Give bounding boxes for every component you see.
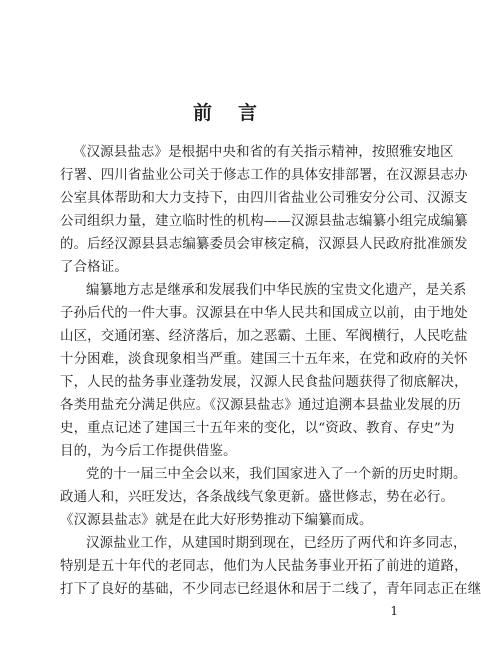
text-line: 下，人民的盐务事业蓬勃发展，汉源人民食盐问题获得了彻底解决， (60, 375, 468, 390)
text-line: 目的，为今后工作提供借鉴。 (60, 444, 237, 459)
text-line: 打下了良好的基础，不少同志已经退休和居于二线了，青年同志正在继 (60, 582, 481, 597)
text-line: 政通人和，兴旺发达，各条战线气象更新。盛世修志，势在必行。 (60, 490, 455, 505)
text-line: 《汉源县盐志》就是在此大好形势推动下编纂而成。 (60, 513, 373, 528)
page-title: 前言 (192, 102, 283, 124)
text-line: 十分困难，淡食现象相当严重。建国三十五年来，在党和政府的关怀 (60, 352, 468, 367)
text-line: 山区，交通闭塞、经济落后，加之恶霸、土匪、军阀横行，人民吃盐 (60, 329, 468, 344)
text-line: 公司组织力量，建立临时性的机构——汉源县盐志编纂小组完成编纂 (60, 214, 468, 229)
text-line: 党的十一届三中全会以来，我们国家进入了一个新的历史时期。 (86, 467, 467, 482)
text-line: 汉源盐业工作，从建国时期到现在，已经历了两代和许多同志， (86, 536, 467, 551)
text-line: 编纂地方志是继承和发展我们中华民族的宝贵文化遗产，是关系 (86, 283, 467, 298)
text-line: 特别是五十年代的老同志，他们为人民盐务事业开拓了前进的道路， (60, 559, 468, 574)
text-line: 《汉源县盐志》是根据中央和省的有关指示精神，按照雅安地区 (73, 145, 454, 160)
text-line: 各类用盐充分满足供应。《汉源县盐志》通过追溯本县盐业发展的历 (60, 398, 462, 413)
text-line: 了合格证。 (60, 260, 128, 275)
text-line: 的。后经汉源县县志编纂委员会审核定稿，汉源县人民政府批准颁发 (60, 237, 468, 252)
preface-body (60, 141, 481, 601)
page-number: 1 (390, 604, 398, 618)
text-line: 公室具体帮助和大力支持下，由四川省盐业公司雅安分公司、汉源支 (60, 191, 468, 206)
text-line: 史，重点记述了建国三十五年来的变化，以“资政、教育、存史”为 (60, 421, 455, 436)
text-line: 子孙后代的一件大事。汉源县在中华人民共和国成立以前，由于地处 (60, 306, 468, 321)
text-line: 行署、四川省盐业公司关于修志工作的具体安排部署，在汉源县志办 (60, 168, 468, 183)
